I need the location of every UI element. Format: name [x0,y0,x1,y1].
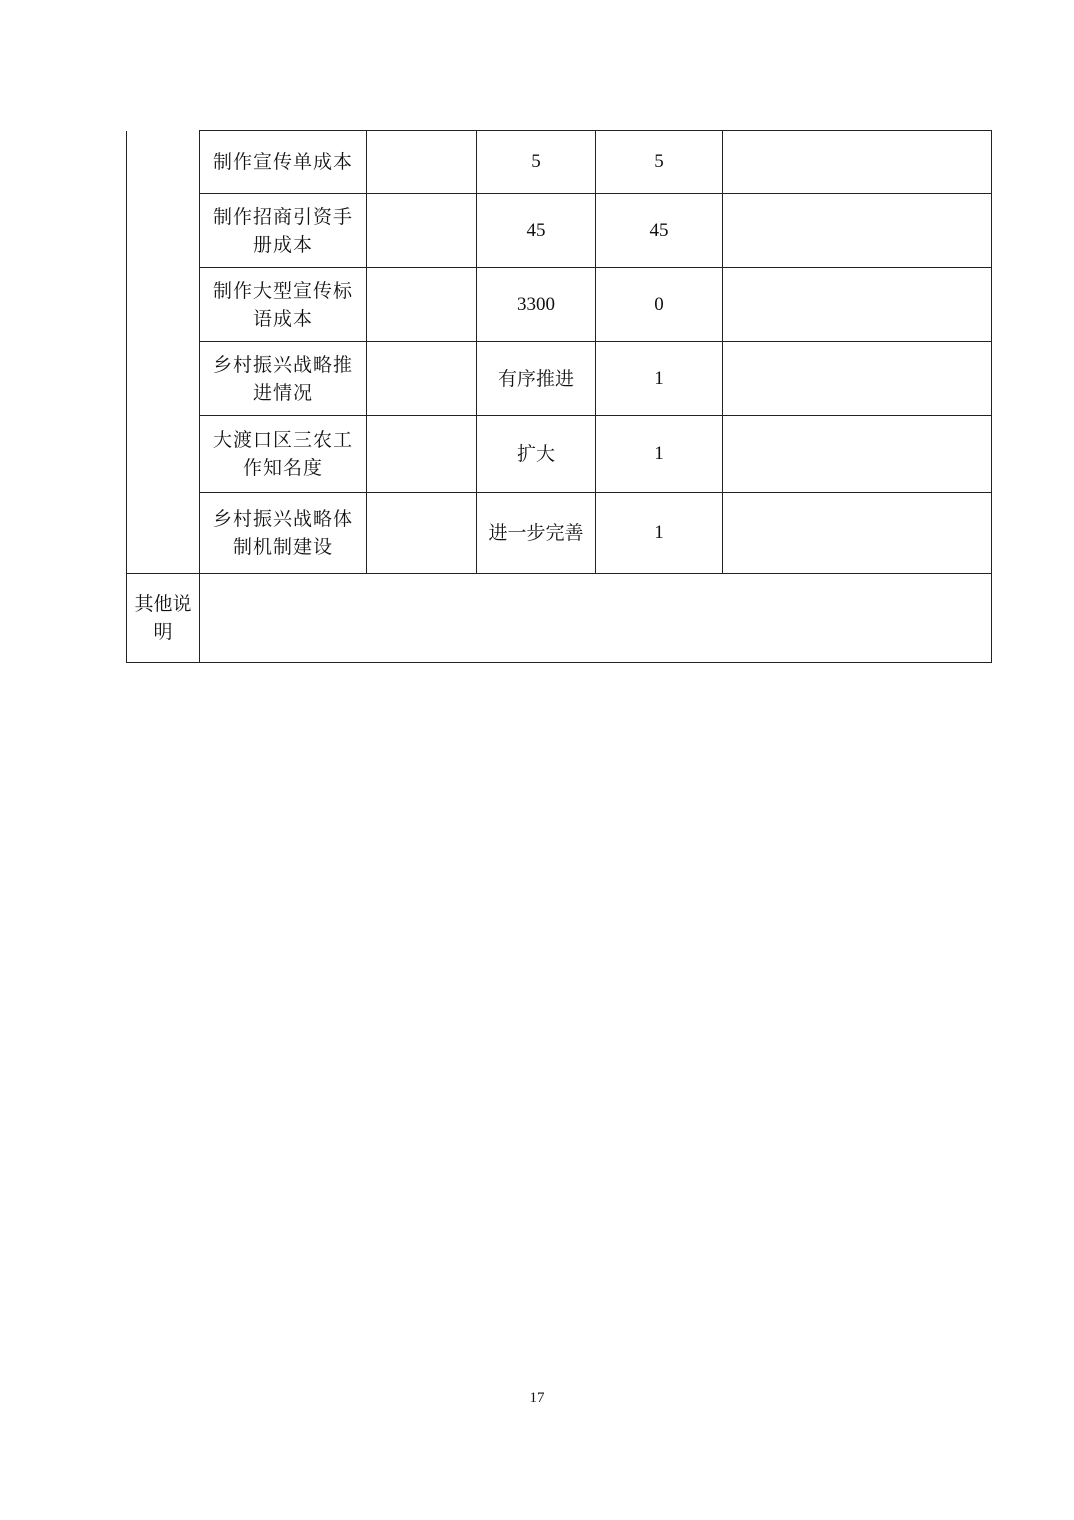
remark-cell [723,342,992,416]
target-cell [367,131,477,194]
table-row [127,342,992,416]
other-notes-label: 其他说明 [127,574,200,663]
actual-value-cell: 1 [596,493,723,574]
plan-value-cell: 45 [477,194,596,268]
indicator-cell: 制作招商引资手册成本 [200,194,367,268]
target-cell [367,416,477,493]
plan-value-cell: 有序推进 [477,342,596,416]
target-cell [367,194,477,268]
actual-value-cell: 45 [596,194,723,268]
remark-cell [723,416,992,493]
performance-table [126,130,992,663]
table-row [127,493,992,574]
target-cell [367,342,477,416]
plan-value-cell: 进一步完善 [477,493,596,574]
indicator-cell: 乡村振兴战略推进情况 [200,342,367,416]
indicator-cell: 制作大型宣传标语成本 [200,268,367,342]
table-row [127,268,992,342]
remark-cell [723,131,992,194]
other-notes-content [200,574,992,663]
plan-value-cell: 3300 [477,268,596,342]
remark-cell [723,268,992,342]
indicator-cell: 大渡口区三农工作知名度 [200,416,367,493]
indicator-cell: 制作宣传单成本 [200,131,367,194]
target-cell [367,493,477,574]
page-number: 17 [529,1390,545,1406]
actual-value-cell: 1 [596,416,723,493]
table-row [127,416,992,493]
plan-value-cell: 扩大 [477,416,596,493]
remark-cell [723,194,992,268]
remark-cell [723,493,992,574]
other-notes-row [127,574,992,663]
target-cell [367,268,477,342]
merged-category-cell [127,131,200,574]
actual-value-cell: 1 [596,342,723,416]
table-row [127,131,992,194]
actual-value-cell: 5 [596,131,723,194]
plan-value-cell: 5 [477,131,596,194]
table-row [127,194,992,268]
indicator-cell: 乡村振兴战略体制机制建设 [200,493,367,574]
actual-value-cell: 0 [596,268,723,342]
